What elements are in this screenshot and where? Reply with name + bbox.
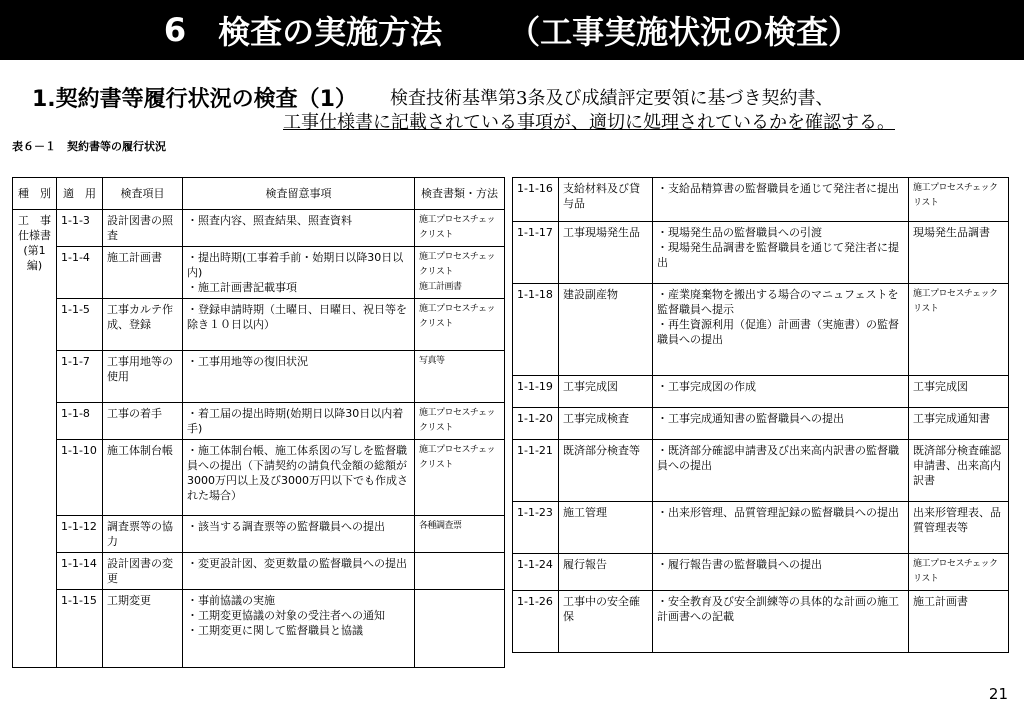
table-row xyxy=(13,210,505,247)
row-docs: 施工プロセスチェックリスト xyxy=(415,440,505,516)
group-label: 工 事仕様書(第1編) xyxy=(13,210,57,668)
row-docs: 施工プロセスチェックリスト xyxy=(415,210,505,247)
page-number: 21 xyxy=(988,685,1008,703)
row-code: 1-1-4 xyxy=(57,247,103,299)
page-subtitle: （工事実施状況の検査） xyxy=(508,13,861,51)
section-description-line2: 工事仕様書に記載されている事項が、適切に処理されているかを確認する。 xyxy=(283,112,895,133)
table-row xyxy=(13,516,505,553)
row-item: 工事用地等の使用 xyxy=(103,351,183,403)
row-code: 1-1-26 xyxy=(513,591,559,653)
row-code: 1-1-21 xyxy=(513,440,559,502)
table-row xyxy=(513,222,1009,284)
row-docs: 工事完成図 xyxy=(909,376,1009,408)
row-docs: 写真等 xyxy=(415,351,505,403)
row-docs: 施工プロセスチェックリスト xyxy=(909,554,1009,591)
row-code: 1-1-15 xyxy=(57,590,103,668)
row-points: ・照査内容、照査結果、照査資料 xyxy=(183,210,415,247)
table-row xyxy=(13,247,505,299)
row-item: 設計図書の変更 xyxy=(103,553,183,590)
row-docs: 各種調査票 xyxy=(415,516,505,553)
row-item: 設計図書の照査 xyxy=(103,210,183,247)
row-item: 工事カルテ作成、登録 xyxy=(103,299,183,351)
row-item: 工事完成検査 xyxy=(559,408,653,440)
row-code: 1-1-7 xyxy=(57,351,103,403)
row-docs: 施工プロセスチェックリスト xyxy=(415,299,505,351)
row-item: 施工計画書 xyxy=(103,247,183,299)
col-apply: 適 用 xyxy=(57,178,103,210)
row-item: 施工体制台帳 xyxy=(103,440,183,516)
col-category: 種 別 xyxy=(13,178,57,210)
table-row xyxy=(513,178,1009,222)
col-docs: 検査書類・方法 xyxy=(415,178,505,210)
table-row xyxy=(513,284,1009,376)
row-points: ・施工体制台帳、施工体系図の写しを監督職員への提出（下請契約の請負代金額の総額が3000万円以上及び3000万円以下でも作成された場合） xyxy=(183,440,415,516)
table-row xyxy=(513,376,1009,408)
row-points: ・事前協議の実施 ・工期変更協議の対象の受注者への通知 ・工期変更に関して監督職員と協議 xyxy=(183,590,415,668)
row-docs xyxy=(415,553,505,590)
row-code: 1-1-24 xyxy=(513,554,559,591)
row-code: 1-1-23 xyxy=(513,502,559,554)
row-item: 建設副産物 xyxy=(559,284,653,376)
row-item: 工事現場発生品 xyxy=(559,222,653,284)
section-heading: 1.契約書等履行状況の検査（1） xyxy=(32,87,357,112)
section-description-line1: 検査技術基準第3条及び成績評定要領に基づき契約書、 xyxy=(390,88,834,109)
row-docs xyxy=(415,590,505,668)
row-code: 1-1-14 xyxy=(57,553,103,590)
row-item: 既済部分検査等 xyxy=(559,440,653,502)
row-docs: 出来形管理表、品質管理表等 xyxy=(909,502,1009,554)
row-points: ・出来形管理、品質管理記録の監督職員への提出 xyxy=(653,502,909,554)
row-code: 1-1-8 xyxy=(57,403,103,440)
left-table xyxy=(12,177,505,668)
row-points: ・提出時期(工事着手前・始期日以降30日以内) ・施工計画書記載事項 xyxy=(183,247,415,299)
row-item: 工事中の安全確保 xyxy=(559,591,653,653)
row-item: 工事完成図 xyxy=(559,376,653,408)
row-points: ・安全教育及び安全訓練等の具体的な計画の施工計画書への記載 xyxy=(653,591,909,653)
title-bar xyxy=(0,0,1024,60)
section-number: 6 xyxy=(163,11,187,49)
col-points: 検査留意事項 xyxy=(183,178,415,210)
row-points: ・既済部分確認申請書及び出来高内訳書の監督職員への提出 xyxy=(653,440,909,502)
row-docs: 施工プロセスチェックリスト xyxy=(415,403,505,440)
table-caption: 表６－１ 契約書等の履行状況 xyxy=(12,140,166,153)
row-docs: 施工プロセスチェックリスト xyxy=(909,178,1009,222)
col-item: 検査項目 xyxy=(103,178,183,210)
row-code: 1-1-5 xyxy=(57,299,103,351)
row-item: 支給材料及び貸与品 xyxy=(559,178,653,222)
row-code: 1-1-12 xyxy=(57,516,103,553)
table-row xyxy=(13,590,505,668)
row-points: ・工事用地等の復旧状況 xyxy=(183,351,415,403)
table-row xyxy=(513,440,1009,502)
row-points: ・登録申請時期（土曜日、日曜日、祝日等を除き１０日以内） xyxy=(183,299,415,351)
table-row xyxy=(513,591,1009,653)
row-docs: 施工プロセスチェックリスト xyxy=(909,284,1009,376)
row-points: ・産業廃棄物を搬出する場合のマニュフェストを監督職員へ提示 ・再生資源利用（促進）計画書（実施書）の監督職員への提出 xyxy=(653,284,909,376)
row-docs: 既済部分検査確認申請書、出来高内訳書 xyxy=(909,440,1009,502)
row-docs: 工事完成通知書 xyxy=(909,408,1009,440)
table-row xyxy=(13,403,505,440)
row-points: ・支給品精算書の監督職員を通じて発注者に提出 xyxy=(653,178,909,222)
row-docs: 現場発生品調書 xyxy=(909,222,1009,284)
row-code: 1-1-16 xyxy=(513,178,559,222)
table-row xyxy=(13,299,505,351)
row-points: ・現場発生品の監督職員への引渡 ・現場発生品調書を監督職員を通じて発注者に提出 xyxy=(653,222,909,284)
row-code: 1-1-17 xyxy=(513,222,559,284)
row-item: 履行報告 xyxy=(559,554,653,591)
row-code: 1-1-20 xyxy=(513,408,559,440)
row-item: 施工管理 xyxy=(559,502,653,554)
table-row xyxy=(513,408,1009,440)
page-title: 検査の実施方法 xyxy=(218,13,443,51)
table-row xyxy=(13,440,505,516)
right-table xyxy=(512,177,1009,653)
table-row xyxy=(513,554,1009,591)
row-points: ・着工届の提出時期(始期日以降30日以内着手) xyxy=(183,403,415,440)
row-item: 工期変更 xyxy=(103,590,183,668)
row-docs: 施工プロセスチェックリスト 施工計画書 xyxy=(415,247,505,299)
row-points: ・工事完成図の作成 xyxy=(653,376,909,408)
row-item: 工事の着手 xyxy=(103,403,183,440)
table-row xyxy=(13,351,505,403)
row-docs: 施工計画書 xyxy=(909,591,1009,653)
row-item: 調査票等の協力 xyxy=(103,516,183,553)
row-points: ・履行報告書の監督職員への提出 xyxy=(653,554,909,591)
row-code: 1-1-10 xyxy=(57,440,103,516)
row-points: ・該当する調査票等の監督職員への提出 xyxy=(183,516,415,553)
row-points: ・工事完成通知書の監督職員への提出 xyxy=(653,408,909,440)
row-code: 1-1-18 xyxy=(513,284,559,376)
row-points: ・変更設計図、変更数量の監督職員への提出 xyxy=(183,553,415,590)
table-row xyxy=(13,553,505,590)
table-row xyxy=(513,502,1009,554)
row-code: 1-1-19 xyxy=(513,376,559,408)
row-code: 1-1-3 xyxy=(57,210,103,247)
